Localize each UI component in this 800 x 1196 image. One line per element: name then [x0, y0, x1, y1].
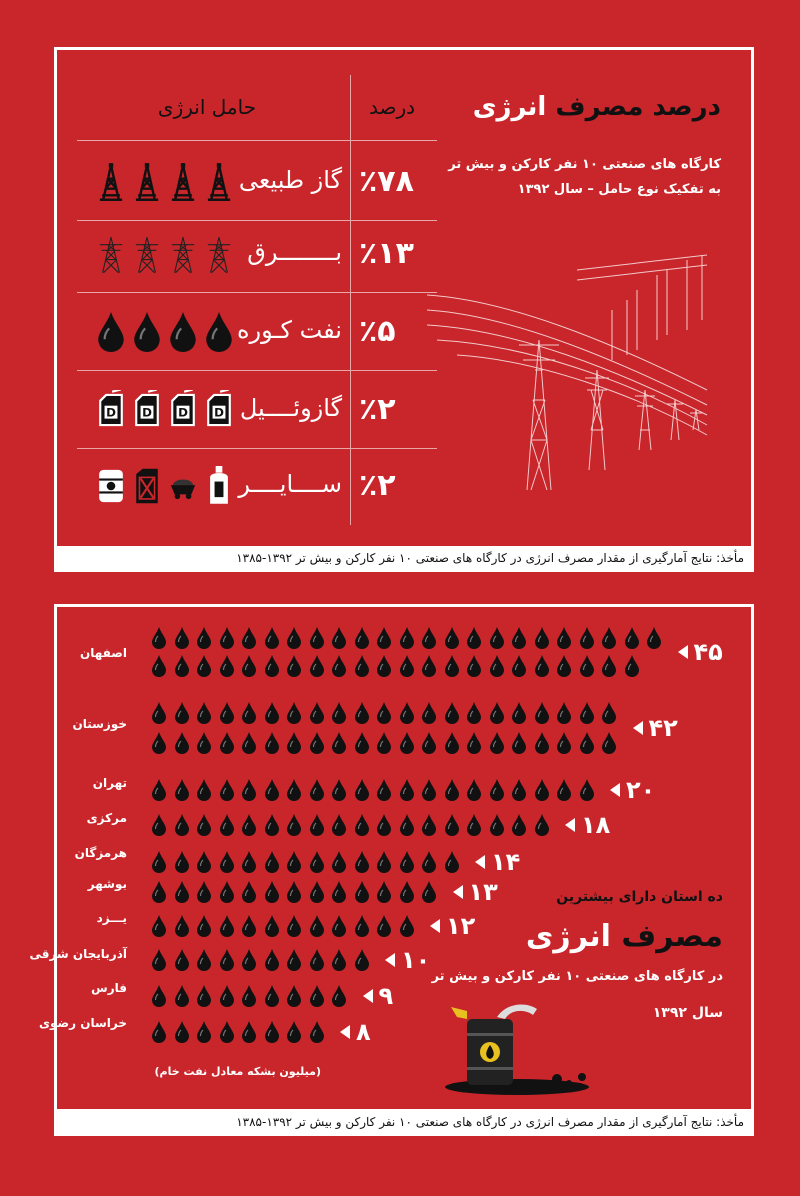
province-4-drop	[197, 814, 211, 836]
province-7-drop	[175, 915, 189, 937]
province-9-label: فارس	[91, 981, 127, 995]
province-1-pointer	[678, 645, 688, 659]
province-1-drop	[197, 655, 211, 677]
province-3-label: تهران	[92, 776, 127, 790]
diesel-jerrycan-icon	[133, 390, 161, 430]
province-9-drop	[152, 985, 166, 1007]
province-1-drop	[535, 627, 549, 649]
row-divider-3	[77, 370, 437, 371]
province-3-drop	[175, 779, 189, 801]
province-7-drop	[197, 915, 211, 937]
province-7-drop	[287, 915, 301, 937]
province-3-drop	[400, 779, 414, 801]
province-2-drop	[355, 702, 369, 724]
province-2-drop	[287, 702, 301, 724]
power-tower-icon	[169, 234, 197, 274]
province-5-drop	[332, 851, 346, 873]
province-6-drop	[175, 881, 189, 903]
province-5-drop	[152, 851, 166, 873]
province-6-drop	[242, 881, 256, 903]
province-3-drop	[512, 779, 526, 801]
province-8-drop	[220, 949, 234, 971]
province-1-drop	[490, 655, 504, 677]
province-10-value: ۸	[356, 1018, 371, 1046]
province-9-drop	[220, 985, 234, 1007]
row-label-5: ســــایــــر	[238, 470, 342, 498]
province-2-drop	[310, 702, 324, 724]
row-percent-4: ٪۲	[359, 392, 396, 427]
province-4-drop	[265, 814, 279, 836]
provinces-title-line-1: ده استان دارای بیشترین	[556, 889, 723, 905]
province-10-drop	[175, 1021, 189, 1043]
province-1-drop	[332, 655, 346, 677]
province-1-drop	[625, 655, 639, 677]
province-2-drop	[355, 732, 369, 754]
row-percent-2: ٪۱۳	[359, 236, 414, 271]
province-8-label: آذربایجان شرقی	[29, 947, 127, 961]
row-divider-2	[77, 292, 437, 293]
province-7-drop	[355, 915, 369, 937]
province-9-pointer	[363, 989, 373, 1003]
province-4-drop	[467, 814, 481, 836]
province-9-value: ۹	[378, 982, 394, 1010]
province-10-drop	[287, 1021, 301, 1043]
province-6-drop	[400, 881, 414, 903]
province-2-drop	[602, 732, 616, 754]
province-1-drop	[242, 627, 256, 649]
province-1-drop	[152, 627, 166, 649]
province-1-drop	[512, 655, 526, 677]
province-7-label: یـــزد	[96, 911, 127, 925]
province-7-drop	[400, 915, 414, 937]
province-7-drop	[265, 915, 279, 937]
province-2-label: خوزستان	[72, 717, 127, 731]
province-1-drop	[647, 627, 661, 649]
province-5-drop	[265, 851, 279, 873]
province-3-drop	[535, 779, 549, 801]
province-1-drop	[175, 655, 189, 677]
province-2-drop	[377, 732, 391, 754]
province-2-drop	[512, 732, 526, 754]
province-4-drop	[490, 814, 504, 836]
row-divider-1	[77, 220, 437, 221]
province-2-drop	[602, 702, 616, 724]
province-8-drop	[175, 949, 189, 971]
province-8-value: ۱۰	[401, 946, 431, 974]
province-1-drop	[355, 655, 369, 677]
province-3-drop	[490, 779, 504, 801]
province-2-drop	[512, 702, 526, 724]
province-5-drop	[287, 851, 301, 873]
province-1-drop	[490, 627, 504, 649]
province-5-drop	[242, 851, 256, 873]
provinces-title-line-4: سال ۱۳۹۲	[652, 1005, 723, 1021]
province-4-drop	[220, 814, 234, 836]
province-10-drop	[220, 1021, 234, 1043]
province-1-drop	[377, 627, 391, 649]
province-4-value: ۱۸	[581, 811, 611, 839]
province-2-drop	[175, 732, 189, 754]
province-2-drop	[422, 732, 436, 754]
province-2-drop	[242, 702, 256, 724]
province-5-label: هرمزگان	[74, 846, 127, 860]
province-4-drop	[355, 814, 369, 836]
province-4-drop	[332, 814, 346, 836]
province-1-value: ۴۵	[693, 638, 723, 666]
province-5-drop	[310, 851, 324, 873]
diesel-jerrycan-icon	[205, 390, 233, 430]
province-2-drop	[220, 732, 234, 754]
province-3-drop	[287, 779, 301, 801]
province-6-value: ۱۳	[468, 878, 498, 906]
province-8-drop	[287, 949, 301, 971]
province-2-drop	[265, 702, 279, 724]
province-2-drop	[490, 732, 504, 754]
province-2-pointer	[633, 721, 643, 735]
province-2-drop	[535, 702, 549, 724]
percent-column-header: درصد	[368, 95, 416, 119]
province-4-drop	[400, 814, 414, 836]
province-1-drop	[467, 627, 481, 649]
oil-derrick-icon	[205, 162, 233, 202]
row-percent-3: ٪۵	[359, 314, 396, 349]
province-7-drop	[152, 915, 166, 937]
province-3-pointer	[610, 783, 620, 797]
table-divider-vertical	[350, 75, 351, 525]
province-3-drop	[422, 779, 436, 801]
province-2-drop	[490, 702, 504, 724]
province-1-drop	[400, 627, 414, 649]
header-divider	[77, 140, 437, 141]
province-3-drop	[310, 779, 324, 801]
province-3-drop	[580, 779, 594, 801]
gas-cylinder-icon	[205, 466, 233, 506]
province-1-drop	[422, 655, 436, 677]
province-7-drop	[332, 915, 346, 937]
province-3-drop	[377, 779, 391, 801]
province-2-drop	[400, 732, 414, 754]
province-8-drop	[242, 949, 256, 971]
province-6-drop	[287, 881, 301, 903]
province-5-drop	[355, 851, 369, 873]
province-2-drop	[287, 732, 301, 754]
province-3-drop	[265, 779, 279, 801]
province-4-label: مرکزی	[86, 811, 127, 825]
province-1-drop	[287, 627, 301, 649]
province-2-drop	[197, 732, 211, 754]
province-1-drop	[512, 627, 526, 649]
province-2-drop	[467, 732, 481, 754]
province-3-drop	[152, 779, 166, 801]
province-6-drop	[422, 881, 436, 903]
province-1-drop	[557, 627, 571, 649]
province-6-drop	[152, 881, 166, 903]
province-6-pointer	[453, 885, 463, 899]
province-1-drop	[310, 655, 324, 677]
province-2-drop	[422, 702, 436, 724]
provinces-source: مأخذ: نتایج آمارگیری از مقدار مصرف انرژی در کارگاه های صنعتی ۱۰ نفر کارکن و بیش تر ۱۳۹۲-۱۳۸۵	[236, 1115, 744, 1129]
province-1-drop	[242, 655, 256, 677]
province-5-drop	[197, 851, 211, 873]
province-6-drop	[197, 881, 211, 903]
province-3-drop	[467, 779, 481, 801]
province-5-value: ۱۴	[491, 848, 521, 876]
row-label-1: گاز طبیعی	[238, 166, 342, 194]
energy-share-source: مأخذ: نتایج آمارگیری از مقدار مصرف انرژی در کارگاه های صنعتی ۱۰ نفر کارکن و بیش تر ۱۳۹۲-۱۳۸۵	[236, 551, 744, 565]
province-8-drop	[265, 949, 279, 971]
diesel-jerrycan-icon	[169, 390, 197, 430]
province-1-drop	[445, 655, 459, 677]
province-5-drop	[220, 851, 234, 873]
province-3-drop	[445, 779, 459, 801]
province-4-drop	[310, 814, 324, 836]
row-percent-5: ٪۲	[359, 468, 396, 503]
province-1-drop	[625, 627, 639, 649]
province-6-drop	[310, 881, 324, 903]
province-2-drop	[152, 702, 166, 724]
province-3-drop	[332, 779, 346, 801]
province-8-drop	[310, 949, 324, 971]
province-8-drop	[332, 949, 346, 971]
carrier-column-header: حامل انرژی	[157, 95, 257, 119]
oil-derrick-icon	[133, 162, 161, 202]
province-2-drop	[580, 702, 594, 724]
province-3-value: ۲۰	[626, 776, 656, 804]
province-3-drop	[220, 779, 234, 801]
province-5-drop	[445, 851, 459, 873]
row-divider-4	[77, 448, 437, 449]
province-7-drop	[377, 915, 391, 937]
province-1-drop	[602, 655, 616, 677]
province-2-value: ۴۲	[648, 714, 678, 742]
province-4-drop	[512, 814, 526, 836]
province-1-drop	[377, 655, 391, 677]
province-1-drop	[422, 627, 436, 649]
province-5-drop	[422, 851, 436, 873]
jerrycan-icon	[133, 466, 161, 506]
province-4-drop	[242, 814, 256, 836]
province-6-drop	[220, 881, 234, 903]
diesel-jerrycan-icon	[97, 390, 125, 430]
province-9-drop	[197, 985, 211, 1007]
power-tower-icon	[133, 234, 161, 274]
province-7-pointer	[430, 919, 440, 933]
province-4-drop	[377, 814, 391, 836]
province-4-drop	[287, 814, 301, 836]
province-5-drop	[175, 851, 189, 873]
province-10-drop	[310, 1021, 324, 1043]
province-1-drop	[265, 655, 279, 677]
oil-drop-icon	[205, 312, 233, 352]
province-1-drop	[602, 627, 616, 649]
province-1-drop	[445, 627, 459, 649]
province-6-drop	[355, 881, 369, 903]
province-1-drop	[175, 627, 189, 649]
province-10-pointer	[340, 1025, 350, 1039]
province-3-drop	[242, 779, 256, 801]
province-5-drop	[377, 851, 391, 873]
province-1-drop	[580, 627, 594, 649]
province-1-drop	[287, 655, 301, 677]
province-4-drop	[422, 814, 436, 836]
province-2-drop	[445, 702, 459, 724]
province-4-drop	[152, 814, 166, 836]
province-9-drop	[310, 985, 324, 1007]
coal-cart-icon	[169, 466, 197, 506]
subtitle-line-2: به تفکیک نوع حامل – سال ۱۳۹۲	[517, 182, 721, 197]
province-6-label: بوشهر	[87, 877, 127, 891]
province-2-drop	[377, 702, 391, 724]
oil-derrick-icon	[97, 162, 125, 202]
province-2-drop	[220, 702, 234, 724]
province-10-drop	[152, 1021, 166, 1043]
province-3-drop	[197, 779, 211, 801]
province-2-drop	[197, 702, 211, 724]
province-2-drop	[535, 732, 549, 754]
province-7-drop	[242, 915, 256, 937]
province-5-drop	[400, 851, 414, 873]
province-7-drop	[220, 915, 234, 937]
provinces-card	[29, 607, 751, 1109]
province-1-drop	[580, 655, 594, 677]
row-percent-1: ٪۷۸	[359, 164, 414, 199]
province-1-drop	[310, 627, 324, 649]
province-9-drop	[332, 985, 346, 1007]
row-label-2: بــــــــرق	[247, 238, 342, 266]
province-10-drop	[242, 1021, 256, 1043]
province-8-pointer	[385, 953, 395, 967]
province-2-drop	[310, 732, 324, 754]
provinces-title-line-2: مصرف انرژی	[525, 919, 723, 954]
provinces-title-line-3: در کارگاه های صنعتی ۱۰ نفر کارکن و بیش تر	[431, 969, 723, 984]
province-10-label: خراسان رضوی	[39, 1016, 127, 1030]
province-9-drop	[265, 985, 279, 1007]
province-8-drop	[197, 949, 211, 971]
province-1-drop	[535, 655, 549, 677]
power-lines-illustration	[427, 250, 727, 500]
province-8-drop	[152, 949, 166, 971]
province-9-drop	[175, 985, 189, 1007]
province-2-drop	[400, 702, 414, 724]
energy-share-panel	[54, 47, 754, 572]
provinces-panel	[29, 604, 754, 1136]
province-4-pointer	[565, 818, 575, 832]
province-1-drop	[400, 655, 414, 677]
province-2-drop	[175, 702, 189, 724]
oil-derrick-icon	[169, 162, 197, 202]
power-tower-icon	[205, 234, 233, 274]
province-4-drop	[445, 814, 459, 836]
provinces-unit-note: (میلیون بشکه معادل نفت خام)	[154, 1065, 321, 1078]
energy-share-card	[57, 50, 751, 546]
energy-share-title: درصد مصرف انرژی	[472, 92, 721, 122]
province-3-drop	[355, 779, 369, 801]
province-1-drop	[220, 655, 234, 677]
power-tower-icon	[97, 234, 125, 274]
province-6-drop	[265, 881, 279, 903]
province-9-drop	[287, 985, 301, 1007]
province-1-drop	[467, 655, 481, 677]
province-2-drop	[580, 732, 594, 754]
province-1-drop	[265, 627, 279, 649]
province-10-drop	[265, 1021, 279, 1043]
province-1-drop	[220, 627, 234, 649]
province-4-drop	[535, 814, 549, 836]
province-3-drop	[557, 779, 571, 801]
province-2-drop	[332, 702, 346, 724]
province-6-drop	[377, 881, 391, 903]
province-5-pointer	[475, 855, 485, 869]
oil-drop-icon	[169, 312, 197, 352]
province-7-value: ۱۲	[446, 912, 476, 940]
province-6-drop	[332, 881, 346, 903]
province-4-drop	[175, 814, 189, 836]
barrel-icon	[97, 466, 125, 506]
row-label-3: نفت کـوره	[236, 316, 342, 344]
province-8-drop	[355, 949, 369, 971]
province-7-drop	[310, 915, 324, 937]
row-label-4: گازوئــــیل	[239, 394, 342, 422]
province-1-drop	[332, 627, 346, 649]
subtitle-line-1: کارگاه های صنعتی ۱۰ نفر کارکن و بیش تر	[448, 157, 721, 172]
oil-barrel-illustration	[437, 997, 597, 1097]
province-2-drop	[467, 702, 481, 724]
province-2-drop	[557, 702, 571, 724]
oil-drop-icon	[133, 312, 161, 352]
province-2-drop	[152, 732, 166, 754]
province-1-label: اصفهان	[79, 646, 127, 660]
province-2-drop	[445, 732, 459, 754]
province-9-drop	[242, 985, 256, 1007]
province-2-drop	[332, 732, 346, 754]
energy-share-subtitle	[448, 152, 721, 202]
oil-drop-icon	[97, 312, 125, 352]
province-10-drop	[197, 1021, 211, 1043]
province-2-drop	[242, 732, 256, 754]
province-1-drop	[355, 627, 369, 649]
province-2-drop	[265, 732, 279, 754]
province-2-drop	[557, 732, 571, 754]
province-1-drop	[557, 655, 571, 677]
province-1-drop	[152, 655, 166, 677]
province-1-drop	[197, 627, 211, 649]
